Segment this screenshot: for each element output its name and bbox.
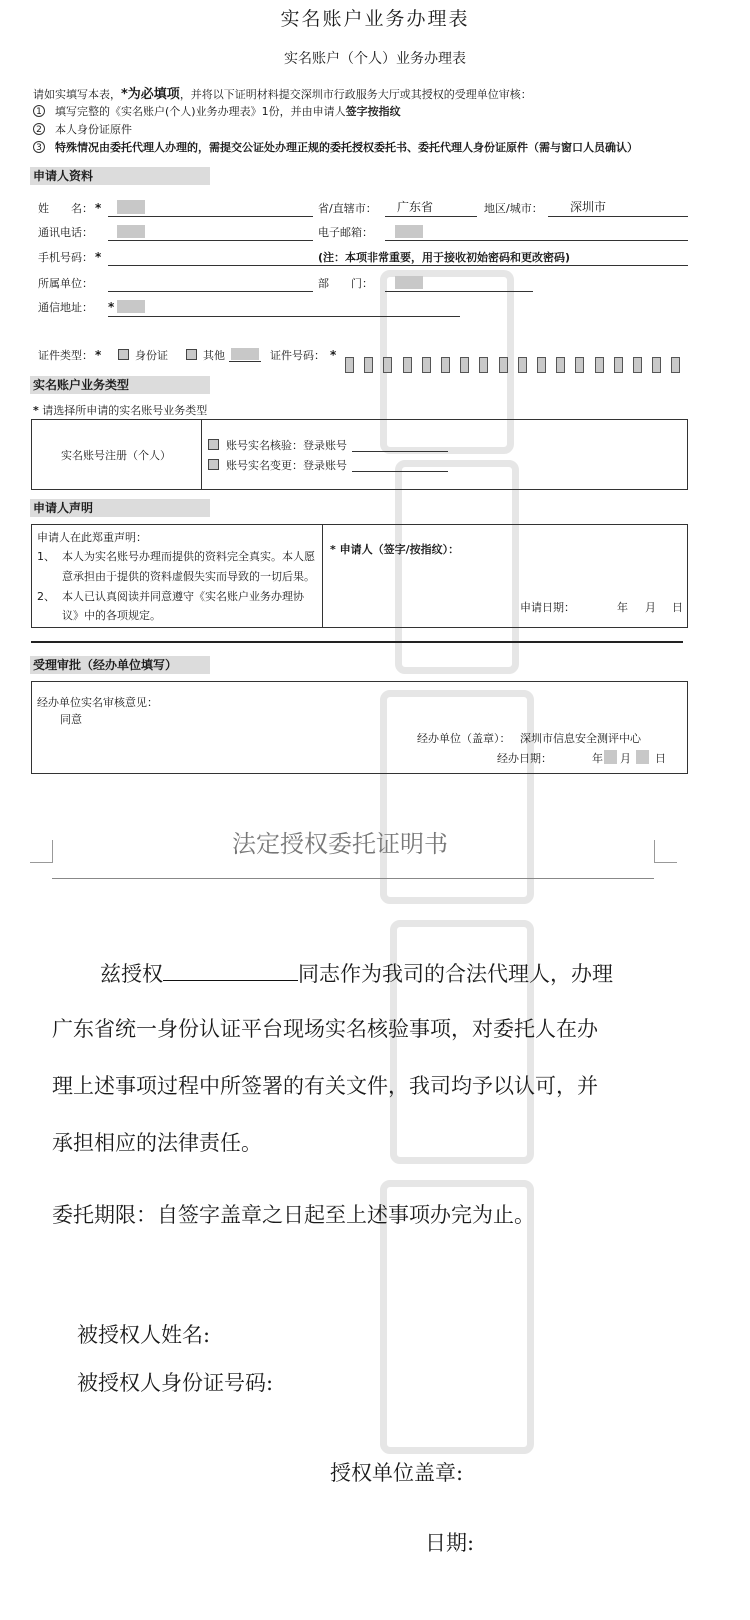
id-type-label: 证件类型： — [38, 349, 93, 362]
apply-date-day[interactable]: 日 — [672, 601, 683, 614]
instruction-1 — [55, 106, 401, 117]
other-id-field[interactable] — [229, 361, 261, 362]
business-section-header: 实名账户业务类型 — [33, 378, 130, 392]
business-hint-text: 请选择所申请的实名账号业务类型 — [42, 404, 208, 417]
verify-option-label: 账号实名核验：登录账号 — [226, 439, 347, 452]
declaration-item-1-number: 1、 — [37, 550, 55, 563]
id-number-cell[interactable] — [345, 357, 354, 373]
phone-value-redacted — [117, 225, 145, 238]
handling-date-month: 月 — [620, 752, 631, 765]
handling-date-year: 年 — [592, 752, 603, 765]
apply-date-label: 申请日期： — [520, 601, 575, 614]
other-id-value-redacted — [231, 348, 259, 360]
form-subtitle: 实名账户（个人）业务办理表 — [284, 51, 466, 67]
id-number-cell[interactable] — [422, 357, 431, 373]
province-value: 广东省 — [397, 200, 434, 214]
letter-para1-line1 — [100, 962, 613, 985]
business-hint-star: * — [33, 404, 39, 417]
email-label: 电子邮箱： — [318, 226, 373, 239]
id-number-cell[interactable] — [479, 357, 488, 373]
id-card-option-label: 身份证 — [135, 349, 168, 362]
id-number-cell[interactable] — [364, 357, 373, 373]
section-separator — [31, 641, 683, 643]
declaration-item-2-line1: 本人已认真阅读并同意遵守《实名账户业务办理协 — [62, 590, 304, 603]
other-id-checkbox[interactable] — [186, 349, 197, 360]
grantee-name-label[interactable]: 被授权人姓名: — [77, 1323, 211, 1347]
handling-date-label: 经办日期： — [497, 752, 552, 765]
business-table-divider — [201, 419, 202, 490]
instruction-2 — [55, 124, 132, 135]
applicant-section-header: 申请人资料 — [33, 169, 94, 183]
id-number-cell[interactable] — [537, 357, 546, 373]
id-number-cell[interactable] — [403, 357, 412, 373]
signature-label-text: 申请人（签字/按指纹）： — [339, 543, 460, 556]
letter-grant-prefix: 兹授权 — [100, 962, 163, 986]
letter-title-rule — [52, 878, 654, 879]
phone-label: 通讯电话： — [38, 226, 93, 239]
dept-value-redacted — [395, 276, 423, 289]
apply-date-year[interactable]: 年 — [617, 601, 628, 614]
dept-label: 部 门： — [318, 277, 373, 290]
business-left-cell: 实名账号注册（个人） — [61, 449, 171, 462]
instructions-lead-pre: 请如实填写本表， — [33, 88, 121, 101]
dept-field[interactable] — [385, 291, 533, 292]
id-number-label: 证件号码： — [270, 349, 325, 362]
id-card-checkbox[interactable] — [118, 349, 129, 360]
id-number-cell[interactable] — [652, 357, 661, 373]
phone-field[interactable] — [108, 240, 313, 241]
apply-date-month[interactable]: 月 — [645, 601, 656, 614]
agent-name-blank[interactable] — [163, 962, 298, 981]
id-number-cell[interactable] — [383, 357, 392, 373]
declaration-table-divider — [322, 524, 323, 628]
change-option-checkbox[interactable] — [208, 459, 219, 470]
id-number-cell[interactable] — [614, 357, 623, 373]
city-value: 深圳市 — [570, 200, 607, 214]
id-number-cell[interactable] — [518, 357, 527, 373]
approval-opinion-value: 同意 — [60, 713, 82, 726]
id-number-cell[interactable] — [556, 357, 565, 373]
grantee-id-label[interactable]: 被授权人身份证号码: — [77, 1371, 274, 1395]
business-hint — [33, 405, 207, 416]
declaration-item-2-number: 2、 — [37, 590, 55, 603]
approval-section-header: 受理审批（经办单位填写） — [33, 658, 178, 672]
instructions-lead — [33, 88, 532, 101]
instruction-number-3: 3 — [33, 141, 45, 153]
id-number-cell[interactable] — [633, 357, 642, 373]
declaration-section-header: 申请人声明 — [33, 501, 94, 515]
id-number-cell[interactable] — [595, 357, 604, 373]
email-field[interactable] — [385, 240, 688, 241]
handling-date-month-redacted — [604, 750, 617, 764]
verify-option-checkbox[interactable] — [208, 439, 219, 450]
name-required-star: * — [95, 201, 102, 215]
address-required-star: * — [108, 300, 115, 314]
name-label: 姓 名： — [38, 202, 93, 215]
form-title: 实名账户业务办理表 — [280, 8, 470, 30]
city-field[interactable] — [548, 216, 688, 217]
change-option-label: 账号实名变更：登录账号 — [226, 459, 347, 472]
instruction-1-bold: 签字按指纹 — [345, 105, 401, 118]
address-label: 通信地址： — [38, 301, 93, 314]
instruction-3: 特殊情况由委托代理人办理的，需提交公证处办理正规的委托授权委托书、委托代理人身份证原件（需与窗口人员确认） — [55, 141, 638, 154]
id-number-cell[interactable] — [575, 357, 584, 373]
handling-date-day: 日 — [655, 752, 666, 765]
city-label: 地区/城市： — [484, 202, 543, 215]
id-type-required-star: * — [95, 348, 102, 362]
change-account-field[interactable] — [352, 471, 448, 472]
org-label: 所属单位： — [38, 277, 93, 290]
required-note: *为必填项 — [121, 87, 180, 102]
instruction-number-1: 1 — [33, 105, 45, 117]
signature-star: * — [330, 543, 336, 556]
org-field[interactable] — [108, 291, 313, 292]
handling-unit-value: 深圳市信息安全测评中心 — [520, 732, 641, 745]
other-option-label: 其他 — [203, 349, 225, 362]
letter-para2: 委托期限：自签字盖章之日起至上述事项办完为止。 — [52, 1203, 535, 1227]
address-field[interactable] — [108, 316, 460, 317]
declaration-item-1-line2: 意承担由于提供的资料虚假失实而导致的一切后果。 — [62, 570, 315, 583]
letter-para1-line4: 承担相应的法律责任。 — [52, 1131, 262, 1155]
declaration-item-2-line2: 议》中的各项规定。 — [62, 609, 161, 622]
id-number-required-star: * — [330, 348, 337, 362]
letter-title: 法定授权委托证明书 — [232, 830, 448, 858]
name-field[interactable] — [108, 216, 313, 217]
province-field[interactable] — [385, 216, 477, 217]
id-number-cell[interactable] — [499, 357, 508, 373]
declaration-intro: 申请人在此郑重声明： — [37, 531, 147, 544]
instruction-1-text: 填写完整的《实名账户(个人)业务办理表》1份，并由申请人 — [55, 105, 346, 118]
email-value-redacted — [395, 225, 423, 238]
approval-table — [31, 681, 688, 774]
handling-date-day-redacted — [636, 750, 649, 764]
instruction-2-text: 本人身份证原件 — [55, 123, 132, 136]
approval-opinion-label: 经办单位实名审核意见： — [37, 696, 158, 709]
letter-para1-line2: 广东省统一身份认证平台现场实名核验事项，对委托人在办 — [52, 1017, 598, 1041]
mobile-required-star: * — [95, 250, 102, 264]
mobile-field[interactable] — [108, 265, 688, 266]
letter-date-label[interactable]: 日期: — [425, 1531, 475, 1555]
mobile-label: 手机号码： — [38, 251, 93, 264]
instruction-number-2: 2 — [33, 123, 45, 135]
letter-para1-line3: 理上述事项过程中所签署的有关文件，我司均予以认可，并 — [52, 1074, 598, 1098]
id-number-cell[interactable] — [460, 357, 469, 373]
address-value-redacted — [117, 300, 145, 313]
verify-account-field[interactable] — [352, 451, 448, 452]
id-number-cell[interactable] — [441, 357, 450, 373]
letter-grant-suffix: 同志作为我司的合法代理人，办理 — [298, 962, 613, 986]
authorizing-seal-label[interactable]: 授权单位盖章: — [330, 1461, 464, 1485]
mobile-note: (注：本项非常重要，用于接收初始密码和更改密码) — [318, 251, 571, 264]
instructions-lead-post: ，并将以下证明材料提交深圳市行政服务大厅或其授权的受理单位审核： — [179, 88, 532, 101]
name-value-redacted — [117, 200, 145, 214]
handling-unit-label: 经办单位（盖章）： — [417, 732, 511, 745]
id-number-cell[interactable] — [671, 357, 680, 373]
applicant-signature-label[interactable] — [330, 544, 459, 555]
province-label: 省/直辖市： — [318, 202, 377, 215]
declaration-item-1-line1: 本人为实名账号办理而提供的资料完全真实。本人愿 — [62, 550, 315, 563]
